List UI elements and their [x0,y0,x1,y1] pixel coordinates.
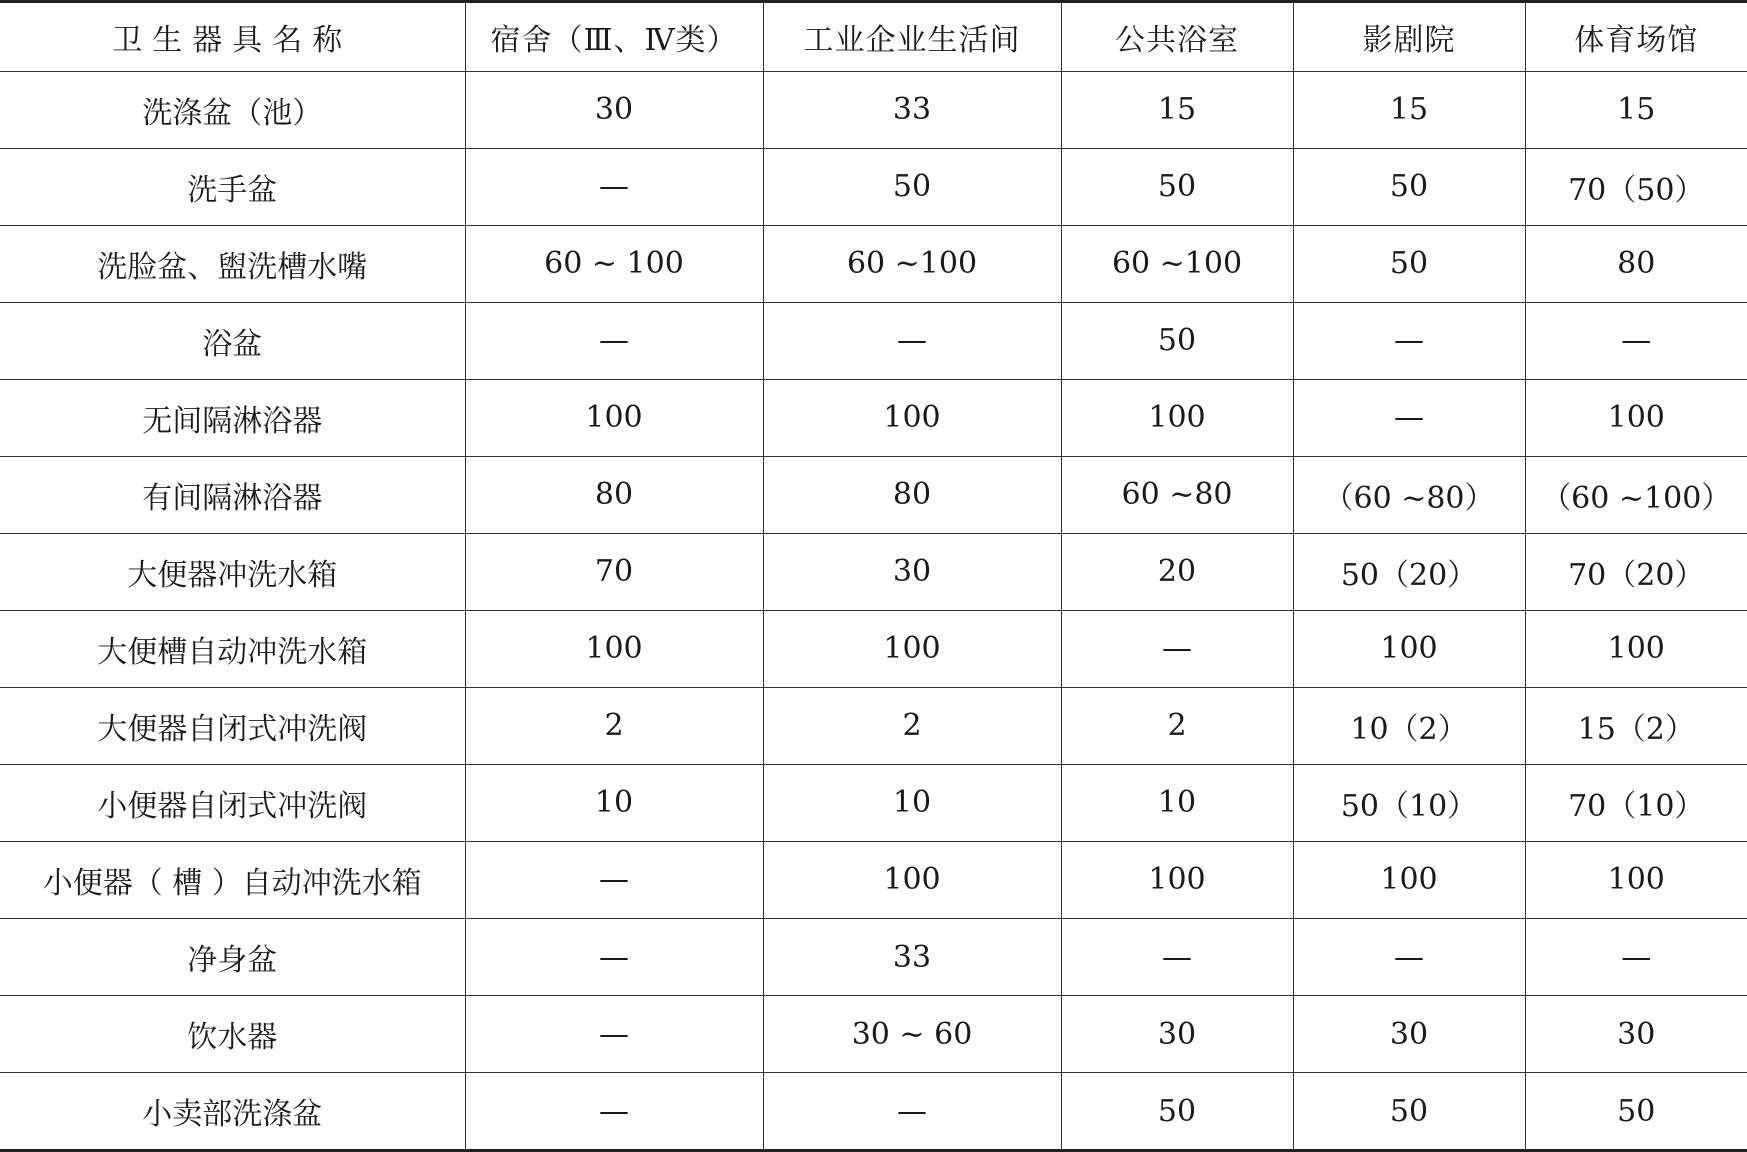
stadium-cell: 80 [1525,225,1747,302]
dormitory-cell: 100 [465,379,763,456]
industrial-living-cell: — [763,302,1061,379]
industrial-living-cell: 50 [763,148,1061,225]
fixture-name-cell: 洗涤盆（池） [0,71,465,148]
fixture-name-cell: 小便器自闭式冲洗阀 [0,764,465,841]
table-row [0,148,1747,225]
dormitory-cell: 10 [465,764,763,841]
industrial-living-cell: 33 [763,919,1061,996]
theater-cell: 50 [1293,1073,1525,1149]
theater-cell: 100 [1293,841,1525,918]
table-row [0,996,1747,1073]
public-bath-cell: 10 [1061,764,1293,841]
dormitory-cell: — [465,302,763,379]
stadium-cell: 100 [1525,841,1747,918]
theater-cell: 50 [1293,225,1525,302]
fixture-name-cell: 小卖部洗涤盆 [0,1073,465,1149]
fixture-name-cell: 大便槽自动冲洗水箱 [0,610,465,687]
theater-cell: 50（10） [1293,764,1525,841]
public-bath-cell: 50 [1061,148,1293,225]
table-row [0,610,1747,687]
industrial-living-cell: 60 ~100 [763,225,1061,302]
public-bath-cell: — [1061,919,1293,996]
dormitory-cell: — [465,996,763,1073]
header-industrial-living: 工业企业生活间 [763,3,1061,71]
public-bath-cell: 50 [1061,302,1293,379]
dormitory-cell: 30 [465,71,763,148]
industrial-living-cell: 10 [763,764,1061,841]
theater-cell: （60 ~80） [1293,456,1525,533]
public-bath-cell: 50 [1061,1073,1293,1149]
stadium-cell: 15（2） [1525,687,1747,764]
dormitory-cell: — [465,841,763,918]
fixture-name-cell: 无间隔淋浴器 [0,379,465,456]
theater-cell: 50（20） [1293,533,1525,610]
header-row [0,3,1747,71]
dormitory-cell: — [465,919,763,996]
public-bath-cell: 2 [1061,687,1293,764]
fixture-name-cell: 小便器（ 槽 ）自动冲洗水箱 [0,841,465,918]
table-row [0,379,1747,456]
theater-cell: 10（2） [1293,687,1525,764]
table-row [0,764,1747,841]
header-dormitory: 宿舍（Ⅲ、Ⅳ类） [465,3,763,71]
table-row [0,533,1747,610]
stadium-cell: 70（50） [1525,148,1747,225]
table-row [0,71,1747,148]
industrial-living-cell: 30 ~ 60 [763,996,1061,1073]
industrial-living-cell: — [763,1073,1061,1149]
fixture-name-cell: 有间隔淋浴器 [0,456,465,533]
theater-cell: 15 [1293,71,1525,148]
stadium-cell: 15 [1525,71,1747,148]
theater-cell: 30 [1293,996,1525,1073]
public-bath-cell: 15 [1061,71,1293,148]
dormitory-cell: — [465,1073,763,1149]
table-row [0,225,1747,302]
public-bath-cell: 30 [1061,996,1293,1073]
dormitory-cell: 70 [465,533,763,610]
fixture-name-cell: 浴盆 [0,302,465,379]
dormitory-cell: 80 [465,456,763,533]
public-bath-cell: 20 [1061,533,1293,610]
dormitory-cell: — [465,148,763,225]
public-bath-cell: 100 [1061,379,1293,456]
header-stadium: 体育场馆 [1525,3,1747,71]
fixture-name-cell: 饮水器 [0,996,465,1073]
table-row [0,919,1747,996]
public-bath-cell: 60 ~80 [1061,456,1293,533]
header-fixture-name: 卫生器具名称 [0,3,465,71]
industrial-living-cell: 33 [763,71,1061,148]
dormitory-cell: 2 [465,687,763,764]
theater-cell: — [1293,919,1525,996]
fixture-name-cell: 洗脸盆、盥洗槽水嘴 [0,225,465,302]
fixture-name-cell: 净身盆 [0,919,465,996]
stadium-cell: — [1525,919,1747,996]
stadium-cell: 50 [1617,1093,1656,1129]
stadium-cell: 100 [1525,610,1747,687]
industrial-living-cell: 100 [763,610,1061,687]
stadium-cell: 100 [1525,379,1747,456]
industrial-living-cell: 30 [763,533,1061,610]
theater-cell: 100 [1293,610,1525,687]
public-bath-cell: 60 ~100 [1061,225,1293,302]
table-row [0,302,1747,379]
table-row [0,456,1747,533]
table-row [0,1073,1747,1149]
fixture-name-cell: 洗手盆 [0,148,465,225]
public-bath-cell: — [1061,610,1293,687]
industrial-living-cell: 80 [763,456,1061,533]
stadium-cell: — [1525,302,1747,379]
theater-cell: 50 [1293,148,1525,225]
fixture-name-cell: 大便器冲洗水箱 [0,533,465,610]
dormitory-cell: 100 [465,610,763,687]
stadium-cell: （60 ~100） [1525,456,1747,533]
stadium-cell: 70（20） [1525,533,1747,610]
header-public-bath: 公共浴室 [1061,3,1293,71]
dormitory-cell: 60 ~ 100 [465,225,763,302]
table-row [0,841,1747,918]
fixture-name-cell: 大便器自闭式冲洗阀 [0,687,465,764]
theater-cell: — [1293,302,1525,379]
industrial-living-cell: 100 [763,379,1061,456]
table-row [0,687,1747,764]
industrial-living-cell: 100 [763,841,1061,918]
stadium-cell: 70（10） [1525,764,1747,841]
data-table [0,3,1747,1149]
public-bath-cell: 100 [1061,841,1293,918]
industrial-living-cell: 2 [763,687,1061,764]
theater-cell: — [1293,379,1525,456]
header-theater: 影剧院 [1293,3,1525,71]
stadium-cell: 30 [1525,996,1747,1073]
